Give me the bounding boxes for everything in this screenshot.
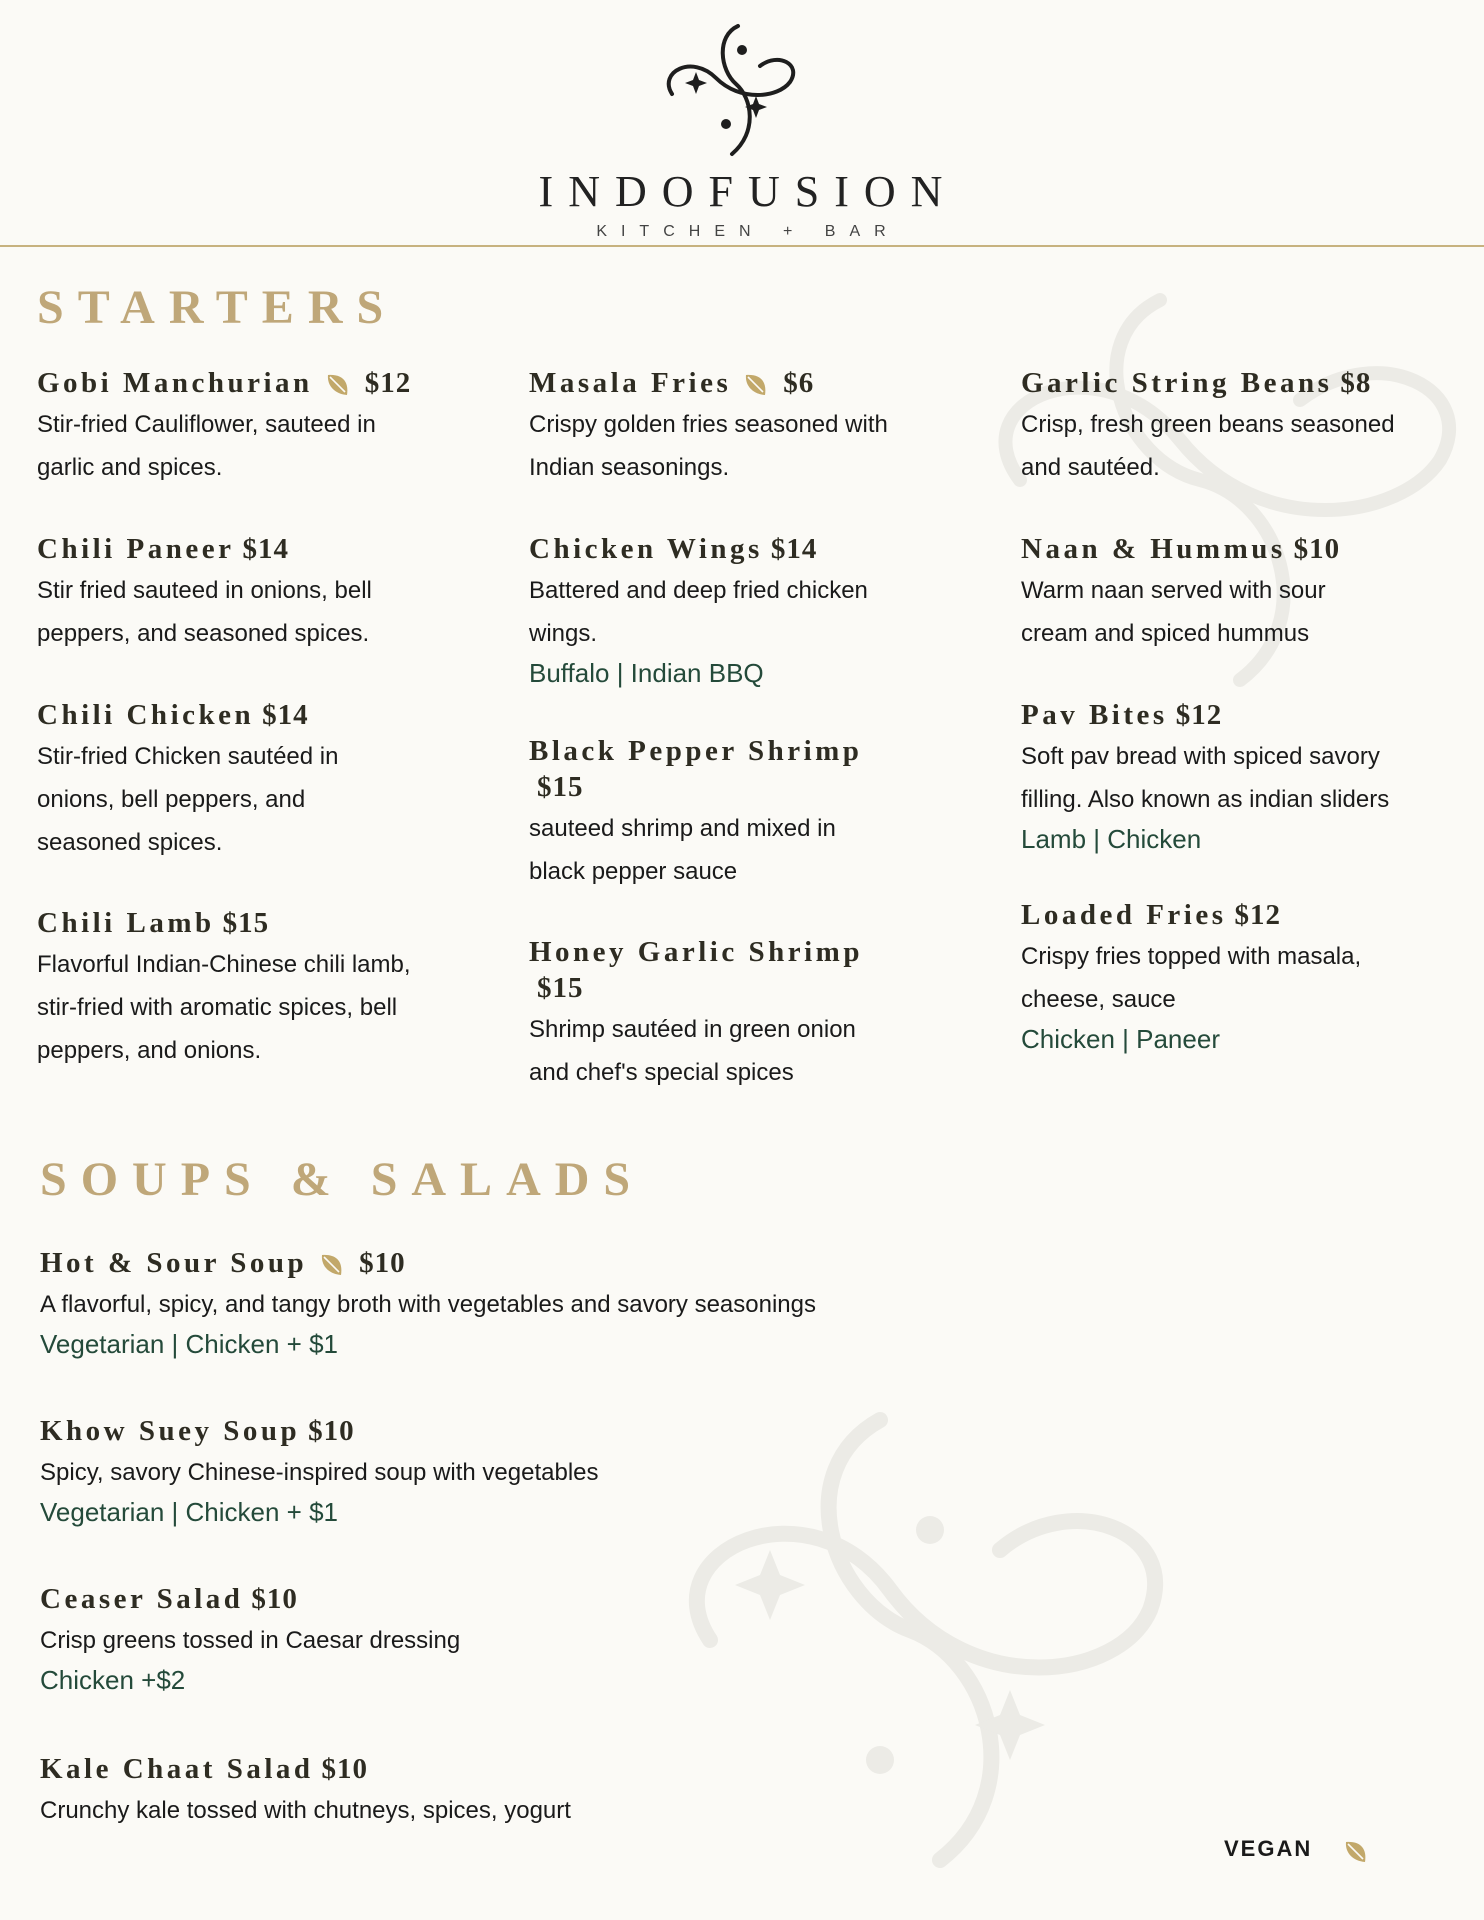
description-line: seasoned spices. [37,829,223,856]
menu-item-name: Gobi Manchurian [37,367,313,399]
menu-item-description [529,403,969,489]
menu-item-description [40,1619,940,1662]
description-line: Shrimp sautéed in green onion [529,1016,856,1043]
menu-item-title [40,1245,940,1281]
description-line: Indian seasonings. [529,454,730,481]
description-line: Crunchy kale tossed with chutneys, spices, yogurt [40,1797,571,1824]
description-line: cheese, sauce [1021,986,1176,1013]
menu-item-price: $10 [251,1583,298,1615]
description-line: Battered and deep fried chicken [529,577,868,604]
menu-item-description [1021,569,1461,655]
description-line: Crisp greens tossed in Caesar dressing [40,1627,461,1654]
description-line: sauteed shrimp and mixed in [529,815,836,842]
menu-item [529,934,969,1094]
menu-item-price: $10 [308,1415,355,1447]
menu-item [1021,897,1461,1057]
menu-item [1021,365,1461,489]
menu-item-name: Black Pepper Shrimp [529,735,863,767]
description-line: A flavorful, spicy, and tangy broth with vegetables and savory seasonings [40,1291,817,1318]
menu-item-title [37,905,477,941]
description-line: Stir-fried Chicken sautéed in [37,743,339,770]
menu-item-name: Kale Chaat Salad [40,1753,314,1785]
brand-name: INDOFUSION [538,167,958,216]
menu-item-title [529,733,969,805]
menu-item-price: $10 [359,1247,406,1279]
menu-item-name: Ceaser Salad [40,1583,244,1615]
menu-item-options: Lamb | Chicken [1021,824,1202,854]
menu-item-name: Loaded Fries [1021,899,1227,931]
leaf-icon [743,372,769,398]
menu-item [1021,531,1461,655]
description-line: Stir-fried Cauliflower, sauteed in [37,411,376,438]
menu-item-description [529,569,969,655]
description-line: Crispy fries topped with masala, [1021,943,1362,970]
leaf-icon [319,1252,345,1278]
brand-subtitle: KITCHEN + BAR [596,223,900,240]
description-line: Flavorful Indian-Chinese chili lamb, [37,951,411,978]
description-line: garlic and spices. [37,454,223,481]
menu-item-price: $8 [1340,367,1372,399]
menu-item-options: Chicken +$2 [40,1665,186,1695]
leaf-icon [1343,1839,1369,1865]
menu-item [1021,697,1461,857]
menu-item-price: $14 [262,699,309,731]
menu-item-name: Chicken Wings [529,533,763,565]
menu-item-title [37,697,477,733]
menu-item-description [40,1283,940,1326]
menu-item-price: $12 [364,367,412,399]
description-line: black pepper sauce [529,858,738,885]
description-line: wings. [529,620,598,647]
menu-item [40,1581,940,1698]
menu-item-description [40,1789,940,1832]
menu-item-description [37,403,477,489]
menu-item [37,905,477,1072]
header [0,0,1484,246]
menu-item [529,531,969,691]
menu-item-description [40,1451,940,1494]
menu-item-options: Chicken | Paneer [1021,1024,1220,1054]
menu-item-description [529,1008,969,1094]
menu-item-name: Chili Paneer [37,533,235,565]
menu-item-name: Chili Chicken [37,699,255,731]
menu-item-description [1021,403,1461,489]
menu-item-name: Masala Fries [529,367,732,399]
description-line: Spicy, savory Chinese-inspired soup with vegetables [40,1459,599,1486]
menu-item-price: $15 [222,907,270,939]
description-line: Crispy golden fries seasoned with [529,411,888,438]
menu-item-description [529,807,969,893]
menu-item-description [1021,735,1461,821]
description-line: and chef's special spices [529,1059,794,1086]
menu-item [40,1751,940,1832]
menu-item-name: Hot & Sour Soup [40,1247,308,1279]
menu-item [37,697,477,864]
menu-item-name: Garlic String Beans [1021,367,1333,399]
menu-item-title [1021,897,1461,933]
menu-item-price: $10 [321,1753,369,1785]
vegan-legend-label: VEGAN [1224,1836,1313,1861]
description-line: peppers, and seasoned spices. [37,620,370,647]
menu-item-description [37,569,477,655]
menu-item [37,365,477,489]
menu-item-options: Vegetarian | Chicken + $1 [40,1497,339,1527]
menu-item-title [37,365,477,401]
menu-item-name: Naan & Hummus [1021,533,1286,565]
menu-item [40,1413,940,1530]
description-line: Crisp, fresh green beans seasoned [1021,411,1395,438]
section-title-soups-salads: SOUPS & SALADS [40,1153,645,1206]
menu-item [40,1245,940,1362]
menu-item-options: Vegetarian | Chicken + $1 [40,1329,339,1359]
menu-item-name: Chili Lamb [37,907,215,939]
menu-item-title [529,365,969,401]
menu-item [529,733,969,893]
header-divider [0,245,1484,247]
description-line: Stir fried sauteed in onions, bell [37,577,372,604]
menu-item-description [37,943,477,1072]
menu-item-title [1021,365,1461,401]
menu-item [37,531,477,655]
menu-item-title [529,531,969,567]
menu-item-description [1021,935,1461,1021]
menu-item-title [40,1581,940,1617]
menu-item-price: $15 [537,972,584,1004]
description-line: peppers, and onions. [37,1037,262,1064]
description-line: onions, bell peppers, and [37,786,306,813]
vegan-legend [1224,1836,1375,1865]
description-line: filling. Also known as indian sliders [1021,786,1390,813]
description-line: cream and spiced hummus [1021,620,1310,647]
menu-item-price: $12 [1234,899,1282,931]
menu-item-title [529,934,969,1006]
description-line: stir-fried with aromatic spices, bell [37,994,398,1021]
menu-item-title [40,1751,940,1787]
menu-item [529,365,969,489]
section-title-starters: STARTERS [37,281,398,334]
brand-logo-icon [660,20,810,160]
menu-item-title [1021,531,1461,567]
leaf-icon [325,372,351,398]
menu-item-price: $6 [783,367,815,399]
menu-item-price: $12 [1175,699,1223,731]
menu-item-price: $15 [537,771,584,803]
menu-item-title [37,531,477,567]
menu-item-description [37,735,477,864]
menu-item-price: $10 [1293,533,1341,565]
menu-item-name: Pav Bites [1021,699,1168,731]
menu-item-title [40,1413,940,1449]
description-line: Soft pav bread with spiced savory [1021,743,1380,770]
description-line: Warm naan served with sour [1021,577,1326,604]
menu-item-price: $14 [770,533,818,565]
description-line: and sautéed. [1021,454,1160,481]
menu-item-name: Khow Suey Soup [40,1415,301,1447]
menu-item-options: Buffalo | Indian BBQ [529,658,764,688]
menu-item-price: $14 [242,533,289,565]
menu-item-title [1021,697,1461,733]
menu-item-name: Honey Garlic Shrimp [529,936,863,968]
